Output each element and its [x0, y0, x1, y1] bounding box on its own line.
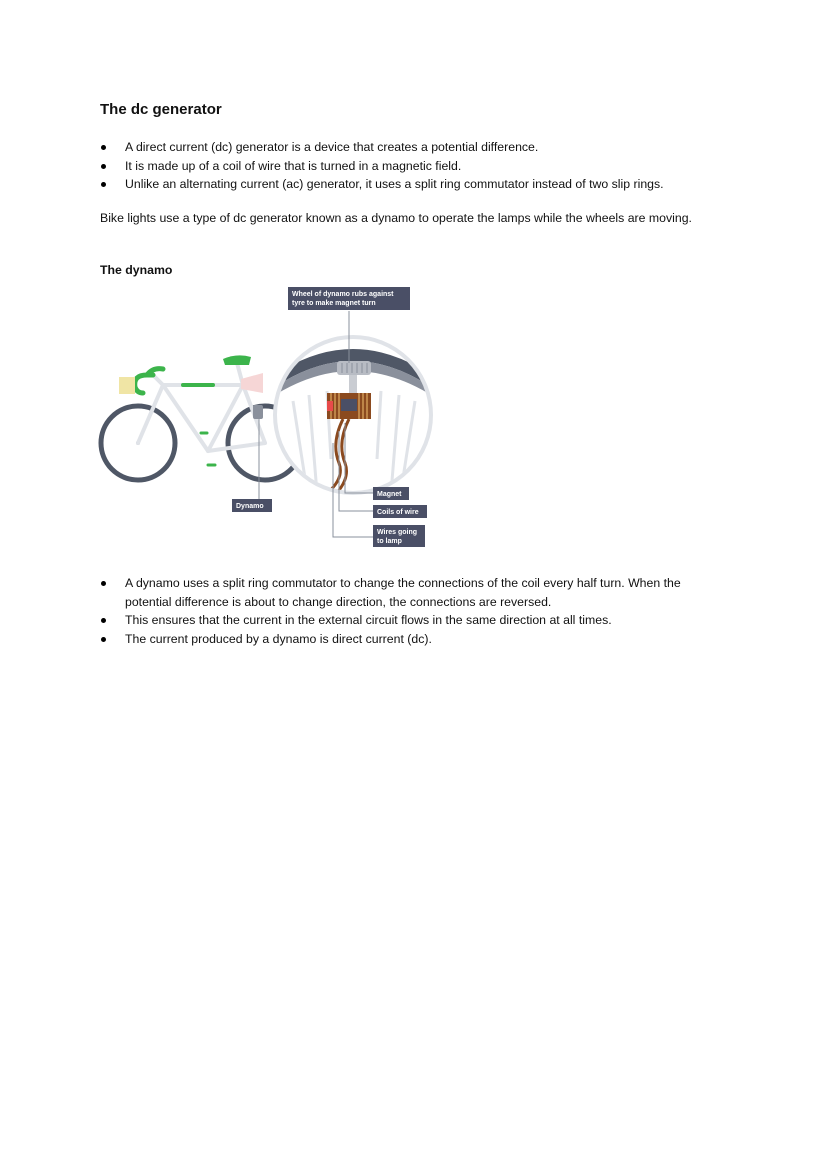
label-wheel-line2: tyre to make magnet turn: [292, 300, 376, 307]
list-item: A direct current (dc) generator is a device that creates a potential difference.: [100, 138, 730, 157]
label-wires: [373, 525, 425, 547]
list-item: This ensures that the current in the external circuit flows in the same direction at all times.: [100, 611, 730, 630]
list-item: It is made up of a coil of wire that is turned in a magnetic field.: [100, 157, 730, 176]
list-item: The current produced by a dynamo is direct current (dc).: [100, 630, 730, 649]
label-magnet: [373, 487, 409, 500]
label-magnet-text: Magnet: [377, 491, 402, 498]
label-coils: [373, 505, 427, 518]
label-dynamo: [232, 499, 272, 512]
list-item: Unlike an alternating current (ac) generator, it uses a split ring commutator instead of two slip rings.: [100, 175, 730, 194]
dynamo-diagram: [95, 283, 435, 551]
label-dynamo-text: Dynamo: [236, 503, 264, 510]
intro-paragraph: Bike lights use a type of dc generator known as a dynamo to operate the lamps while the wheels are moving.: [100, 211, 692, 225]
page-title: The dc generator: [100, 101, 222, 118]
section-subtitle: The dynamo: [100, 263, 173, 277]
label-wires-line1: Wires going: [377, 529, 417, 536]
outro-bullet-list: [100, 574, 730, 648]
intro-bullet-list: [100, 138, 730, 194]
label-wheel-line1: Wheel of dynamo rubs against: [292, 291, 394, 298]
label-wires-line2: to lamp: [377, 538, 402, 545]
list-item: A dynamo uses a split ring commutator to change the connections of the coil every half turn. When the potential difference is about to change direction, the connections are reversed.: [100, 574, 730, 611]
bicycle-illustration: [101, 355, 302, 480]
label-wheel: [288, 287, 410, 310]
dynamo-closeup: [275, 337, 431, 497]
label-coils-text: Coils of wire: [377, 509, 419, 516]
